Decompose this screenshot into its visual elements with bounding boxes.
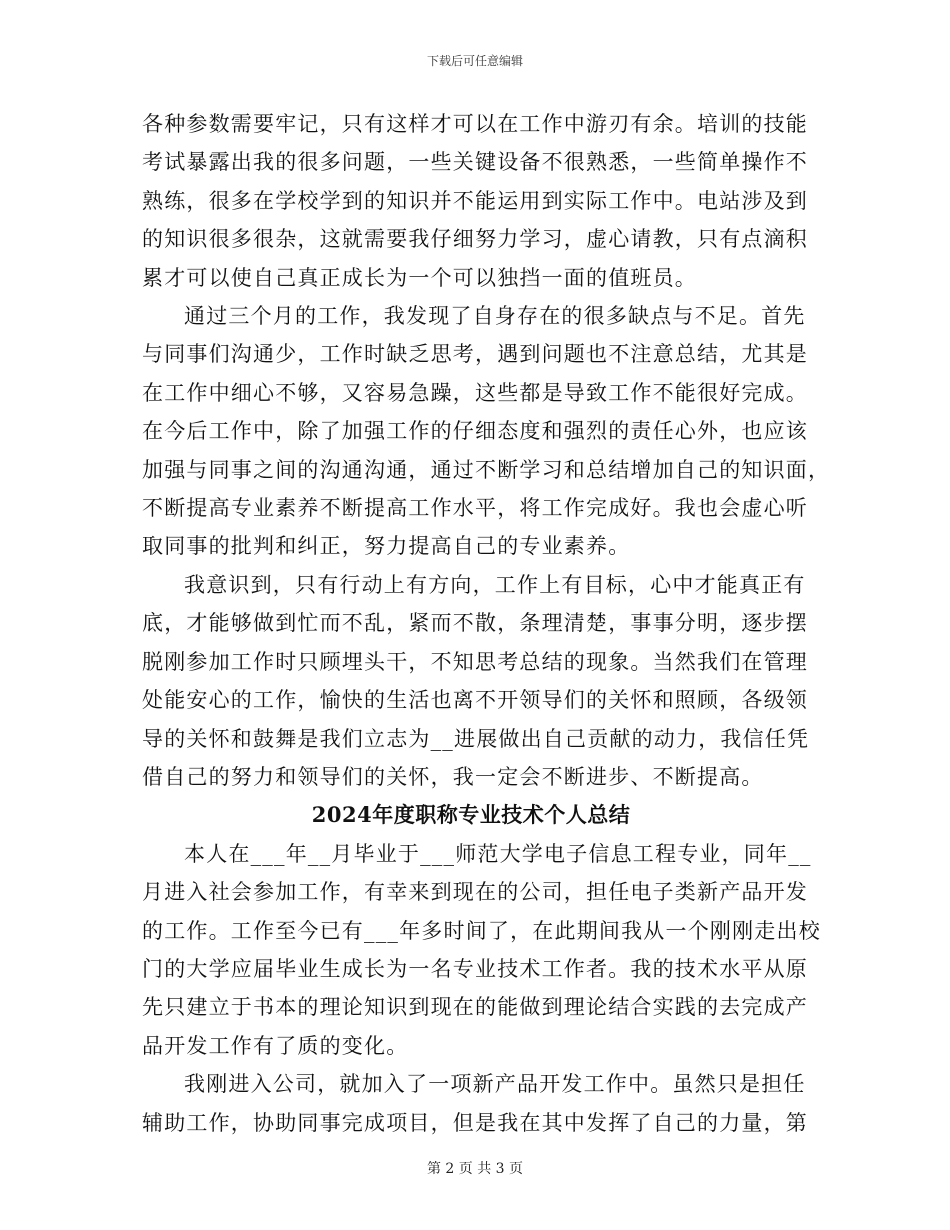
- text-line: 各种参数需要牢记，只有这样才可以在工作中游刃有余。培训的技能: [142, 112, 808, 136]
- text-line: 门的大学应届毕业生成长为一名专业技术工作者。我的技术水平从原: [142, 956, 808, 981]
- text-line: 脱刚参加工作时只顾埋头干，不知思考总结的现象。当然我们在管理: [142, 649, 808, 674]
- text-line: 底，才能够做到忙而不乱，紧而不散，条理清楚，事事分明，逐步摆: [142, 611, 808, 636]
- text-line: 通过三个月的工作，我发现了自身存在的很多缺点与不足。首先: [184, 304, 806, 329]
- text-line: 品开发工作有了质的变化。: [142, 1033, 409, 1058]
- section-paragraph-2: [142, 1065, 808, 1142]
- paragraph-2: [142, 297, 831, 566]
- text-line: 我刚进入公司，就加入了一项新产品开发工作中。虽然只是担任: [184, 1072, 806, 1097]
- document-body: [142, 105, 831, 1142]
- section-paragraph-1: [142, 835, 821, 1065]
- text-line: 先只建立于书本的理论知识到现在的能做到理论结合实践的去完成产: [142, 995, 808, 1020]
- text-line: 取同事的批判和纠正，努力提高自己的专业素养。: [142, 534, 631, 559]
- text-line: 在今后工作中，除了加强工作的仔细态度和强烈的责任心外，也应该: [142, 419, 808, 444]
- text-line: 借自己的努力和领导们的关怀，我一定会不断进步、不断提高。: [142, 764, 764, 789]
- paragraph-1: [142, 105, 808, 297]
- text-line: 的工作。工作至今已有___年多时间了，在此期间我从一个刚刚走出校: [142, 918, 821, 943]
- text-line: 与同事们沟通少，工作时缺乏思考，遇到问题也不注意总结，尤其是: [142, 342, 808, 367]
- text-line: 考试暴露出我的很多问题，一些关键设备不很熟悉，一些简单操作不: [142, 150, 808, 175]
- section-title: 2024年度职称专业技术个人总结: [311, 802, 631, 828]
- text-line: 本人在___年__月毕业于___师范大学电子信息工程专业，同年__: [184, 841, 812, 866]
- paragraph-3: [142, 566, 810, 796]
- page-footer: 第 2 页 共 3 页: [426, 1161, 524, 1177]
- text-line: 加强与同事之间的沟通沟通，通过不断学习和总结增加自己的知识面，: [142, 457, 831, 482]
- text-line: 我意识到，只有行动上有方向，工作上有目标，心中才能真正有: [184, 572, 806, 597]
- text-line: 不断提高专业素养不断提高工作水平，将工作完成好。我也会虚心听: [142, 496, 808, 521]
- text-line: 处能安心的工作，愉快的生活也离不开领导们的关怀和照顾，各级领: [142, 688, 808, 713]
- text-line: 辅助工作，协助同事完成项目，但是我在其中发挥了自己的力量，第: [142, 1110, 808, 1135]
- text-line: 累才可以使自己真正成长为一个可以独挡一面的值班员。: [142, 265, 697, 290]
- text-line: 熟练，很多在学校学到的知识并不能运用到实际工作中。电站涉及到: [142, 188, 808, 213]
- text-line: 月进入社会参加工作，有幸来到现在的公司，担任电子类新产品开发: [142, 880, 808, 905]
- text-line: 导的关怀和鼓舞是我们立志为__进展做出自己贡献的动力，我信任凭: [142, 726, 810, 751]
- text-line: 的知识很多很杂，这就需要我仔细努力学习，虚心请教，只有点滴积: [142, 227, 808, 252]
- text-line: 在工作中细心不够，又容易急躁，这些都是导致工作不能很好完成。: [142, 380, 808, 405]
- page-header: 下载后可任意编辑: [426, 54, 523, 68]
